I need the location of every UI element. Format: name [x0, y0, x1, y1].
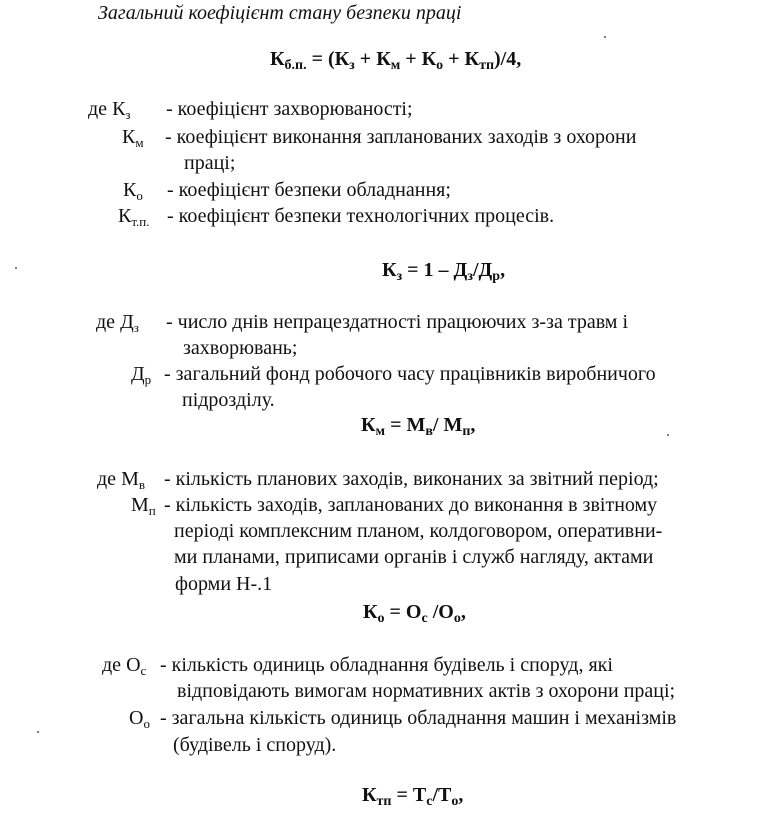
- definition-mp-text: - кількість заходів, запланованих до виконання в звітному: [164, 494, 658, 516]
- definition-oo-cont: (будівель і споруд).: [173, 734, 337, 756]
- definition-ktp-text: - коефіцієнт безпеки технологічних процесів.: [167, 205, 555, 227]
- definition-dr-cont: підрозділу.: [182, 389, 275, 411]
- formula-process-coefficient: $К_{тп} = Т_с/Т_о$,: [362, 784, 464, 809]
- definition-ko: $К_о$: [123, 179, 143, 203]
- definition-km: $К_м$: [122, 126, 144, 150]
- definition-dr: $Д_р$: [131, 363, 152, 387]
- formula-morbidity-coefficient: $К_з = 1 - Д_з/Д_р$,: [382, 259, 506, 284]
- definition-kz-text: - коефіцієнт захворюваності;: [166, 98, 413, 120]
- definition-mp-cont-1: періоді комплексним планом, колдоговором, оперативни-: [174, 520, 663, 542]
- definition-dr-text: - загальний фонд робочого часу працівників виробничого: [164, 363, 656, 385]
- scan-speck: [15, 267, 17, 269]
- scan-speck: [667, 434, 669, 436]
- definition-km-cont: праці;: [184, 152, 236, 174]
- definition-km-text: - коефіцієнт виконання запланованих заходів з охорони: [165, 126, 637, 148]
- definition-mv-text: - кількість планових заходів, виконаних за звітний період;: [164, 468, 659, 490]
- definition-os-text: - кількість одиниць обладнання будівель і споруд, які: [160, 654, 613, 676]
- definition-oo: $О_о$: [129, 707, 150, 731]
- definition-mp: $М_п$: [131, 494, 156, 518]
- definition-os: де $О_с$: [102, 654, 147, 678]
- definition-ktp: $К_{т.п.}$: [118, 205, 150, 229]
- formula-equipment-coefficient: $К_о = О_с$ $/О_о$,: [363, 601, 466, 626]
- formula-overall-coefficient: $К_{б.п.} = (К_з + К_м + К_о + К_{тп})/4$,: [270, 48, 522, 73]
- scan-speck: [604, 36, 606, 38]
- definition-oo-text: - загальна кількість одиниць обладнання машин і механізмів: [160, 707, 677, 729]
- definition-dz: де $Д_з$: [96, 311, 139, 335]
- definition-dz-text: - число днів непрацездатності працюючих з-за травм і: [166, 311, 629, 333]
- definition-dz-cont: захворювань;: [183, 337, 298, 359]
- definition-mv: де $М_в$: [97, 468, 145, 492]
- definition-ko-text: - коефіцієнт безпеки обладнання;: [167, 179, 451, 201]
- definition-mp-cont-2: ми планами, приписами органів і служб нагляду, актами: [174, 546, 654, 568]
- definition-os-cont: відповідають вимогам нормативних актів з охорони праці;: [177, 680, 676, 702]
- scan-speck: [37, 731, 39, 733]
- definition-mp-cont-3: форми Н-.1: [175, 573, 273, 595]
- definition-kz: де $К_з$: [88, 98, 131, 122]
- section-heading: Загальний коефіцієнт стану безпеки праці: [98, 2, 462, 24]
- formula-measures-coefficient: $К_м = М_в/$ $М_п$,: [361, 414, 476, 439]
